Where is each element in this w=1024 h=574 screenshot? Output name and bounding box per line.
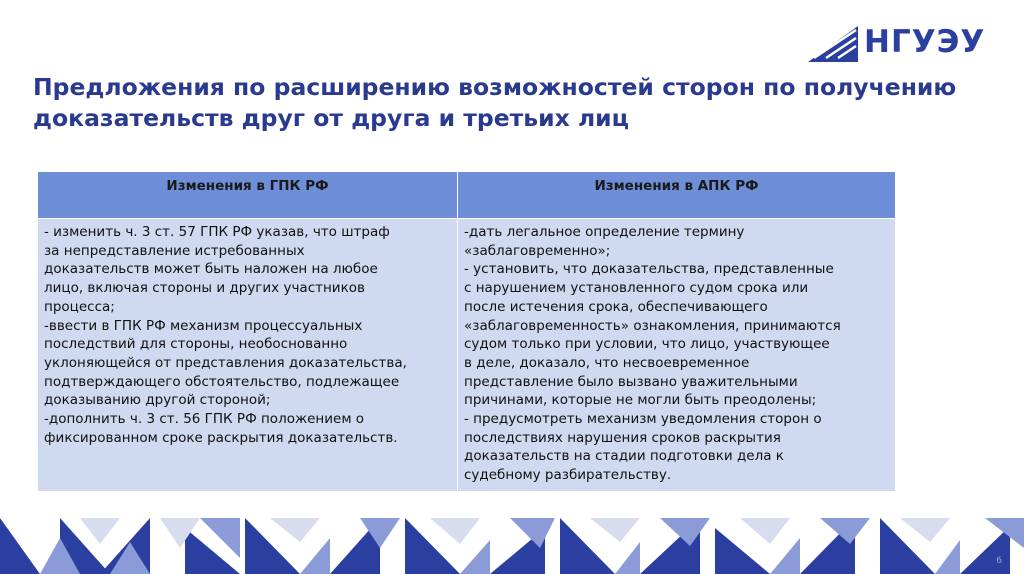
cell-apk-changes [458,219,896,492]
comparison-table [37,171,896,492]
logo [806,20,998,64]
triangle-pattern-decoration [0,518,1024,574]
table-row [38,219,896,492]
header-gpk: Изменения в ГПК РФ [38,172,458,219]
cell-gpk-changes [38,219,458,492]
page-title: Предложения по расширению возможностей сторон по получению доказательств друг от друга и третьих лиц [33,73,957,132]
logo-text: НГУЭУ [864,24,986,60]
table-header-row [38,172,896,219]
logo-triangle-icon [806,20,862,64]
page-number: 6 [996,556,1002,566]
cell-gpk-text: - изменить ч. 3 ст. 57 ГПК РФ указав, что штраф за непредставление истребованных доказательств может быть наложен на любое лицо, включая стороны и других участников процесса; -ввести в ГПК РФ механизм процессуальных последствий для стороны, необоснованно уклоняющейся от представления доказательства, подтверждающего обстоятельство, подлежащее доказыванию другой стороной; -дополнить ч. 3 ст. 56 ГПК РФ положением о фиксированном сроке раскрытия доказательств. [44,224,407,446]
header-apk: Изменения в АПК РФ [458,172,896,219]
cell-apk-text: -дать легальное определение термину «заблаговременно»; - установить, что доказательства, представленные с нарушением установленного судом срока или после истечения срока, обеспечивающего «заблаговременность» ознакомления, принимаются судом только при условии, что лицо, участвующее в деле, доказало, что несвоевременное представление было вызвано уважительными причинами, которые не могли быть преодолены; - предусмотреть механизм уведомления сторон о последствиях нарушения сроков раскрытия доказательств на стадии подготовки дела к судебному разбирательству. [464,224,841,484]
